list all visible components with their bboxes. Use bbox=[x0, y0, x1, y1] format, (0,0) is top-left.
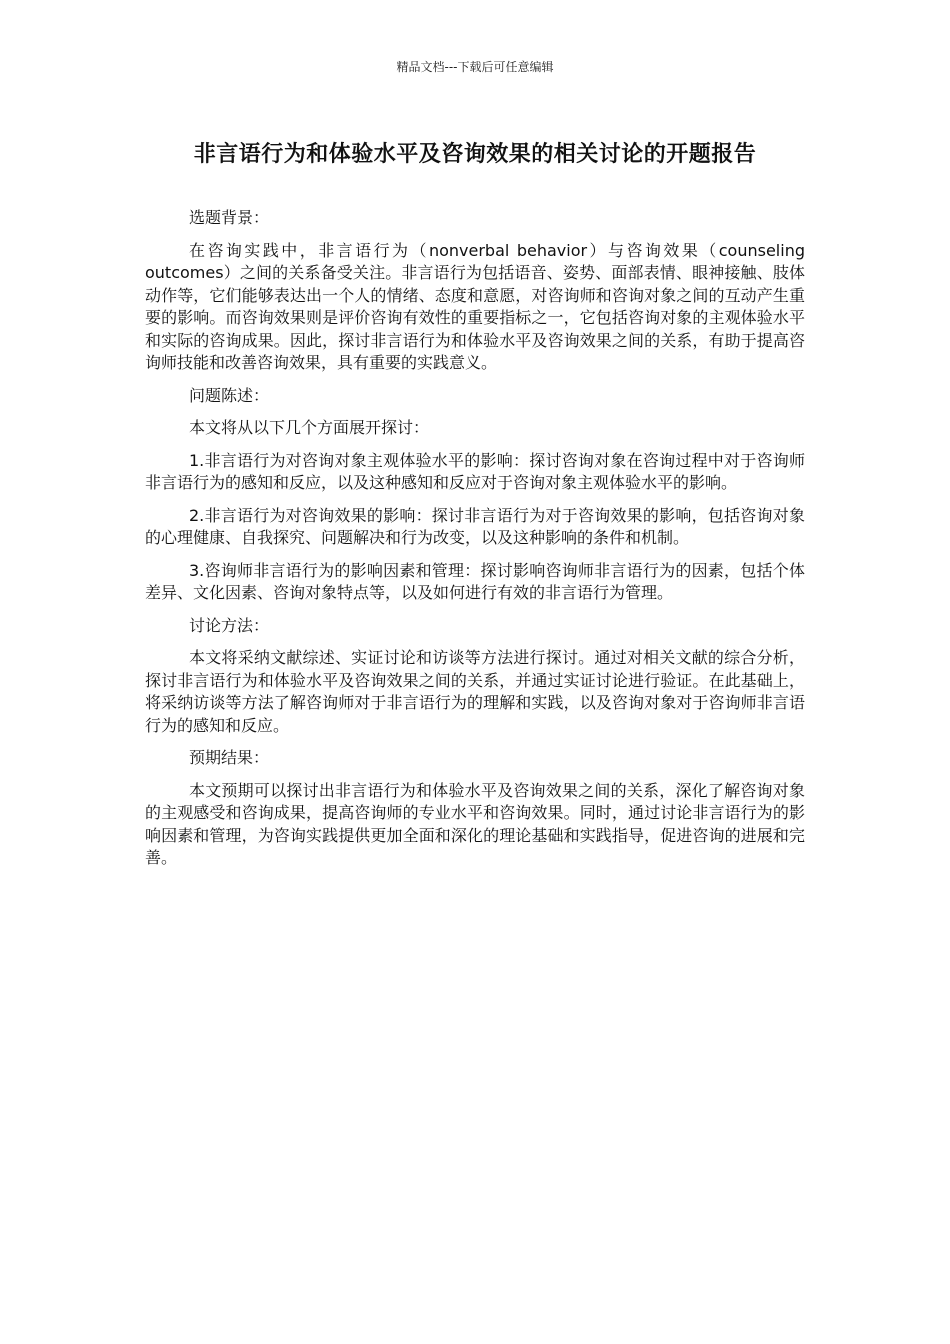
section-heading: 问题陈述： bbox=[189, 385, 270, 405]
list-item: 2.非言语行为对咨询效果的影响：探讨非言语行为对于咨询效果的影响，包括咨询对象的心理健康、自我探究、问题解决和行为改变，以及这种影响的条件和机制。 bbox=[145, 505, 805, 547]
paragraph: 本文将采纳文献综述、实证讨论和访谈等方法进行探讨。通过对相关文献的综合分析，探讨非言语行为和体验水平及咨询效果之间的关系，并通过实证讨论进行验证。在此基础上，将采纳访谈等方法了解咨询师对于非言语行为的理解和实践，以及咨询对象对于咨询师非言语行为的感知和反应。 bbox=[145, 648, 805, 735]
section-background bbox=[145, 207, 805, 375]
paragraph: 在咨询实践中，非言语行为（nonverbal behavior）与咨询效果（counseling outcomes）之间的关系备受关注。非言语行为包括语音、姿势、面部表情、眼神接触、肢体动作等，它们能够表达出一个人的情绪、态度和意愿，对咨询师和咨询对象之间的互动产生重要的影响。而咨询效果则是评价咨询有效性的重要指标之一，它包括咨询对象的主观体验水平和实际的咨询成果。因此，探讨非言语行为和体验水平及咨询效果之间的关系，有助于提高咨询师技能和改善咨询效果，具有重要的实践意义。 bbox=[145, 240, 805, 372]
list-item: 3.咨询师非言语行为的影响因素和管理：探讨影响咨询师非言语行为的因素，包括个体差异、文化因素、咨询对象特点等，以及如何进行有效的非言语行为管理。 bbox=[145, 560, 805, 602]
paragraph: 本文将从以下几个方面展开探讨： bbox=[189, 418, 430, 437]
section-heading: 讨论方法： bbox=[189, 615, 270, 635]
document-body bbox=[145, 207, 805, 880]
section-heading: 预期结果： bbox=[189, 748, 270, 767]
section-problem-statement bbox=[145, 385, 805, 605]
header-note: 精品文档---下载后可任意编辑 bbox=[396, 60, 554, 74]
document-title: 非言语行为和体验水平及咨询效果的相关讨论的开题报告 bbox=[193, 142, 757, 167]
paragraph: 本文预期可以探讨出非言语行为和体验水平及咨询效果之间的关系，深化了解咨询对象的主观感受和咨询成果，提高咨询师的专业水平和咨询效果。同时，通过讨论非言语行为的影响因素和管理，为咨询实践提供更加全面和深化的理论基础和实践指导，促进咨询的进展和完善。 bbox=[145, 780, 805, 867]
section-expected-results bbox=[145, 747, 805, 870]
section-heading: 选题背景： bbox=[189, 208, 270, 227]
section-methods bbox=[145, 615, 805, 738]
list-item: 1.非言语行为对咨询对象主观体验水平的影响：探讨咨询对象在咨询过程中对于咨询师非言语行为的感知和反应，以及这种感知和反应对于咨询对象主观体验水平的影响。 bbox=[145, 450, 805, 492]
